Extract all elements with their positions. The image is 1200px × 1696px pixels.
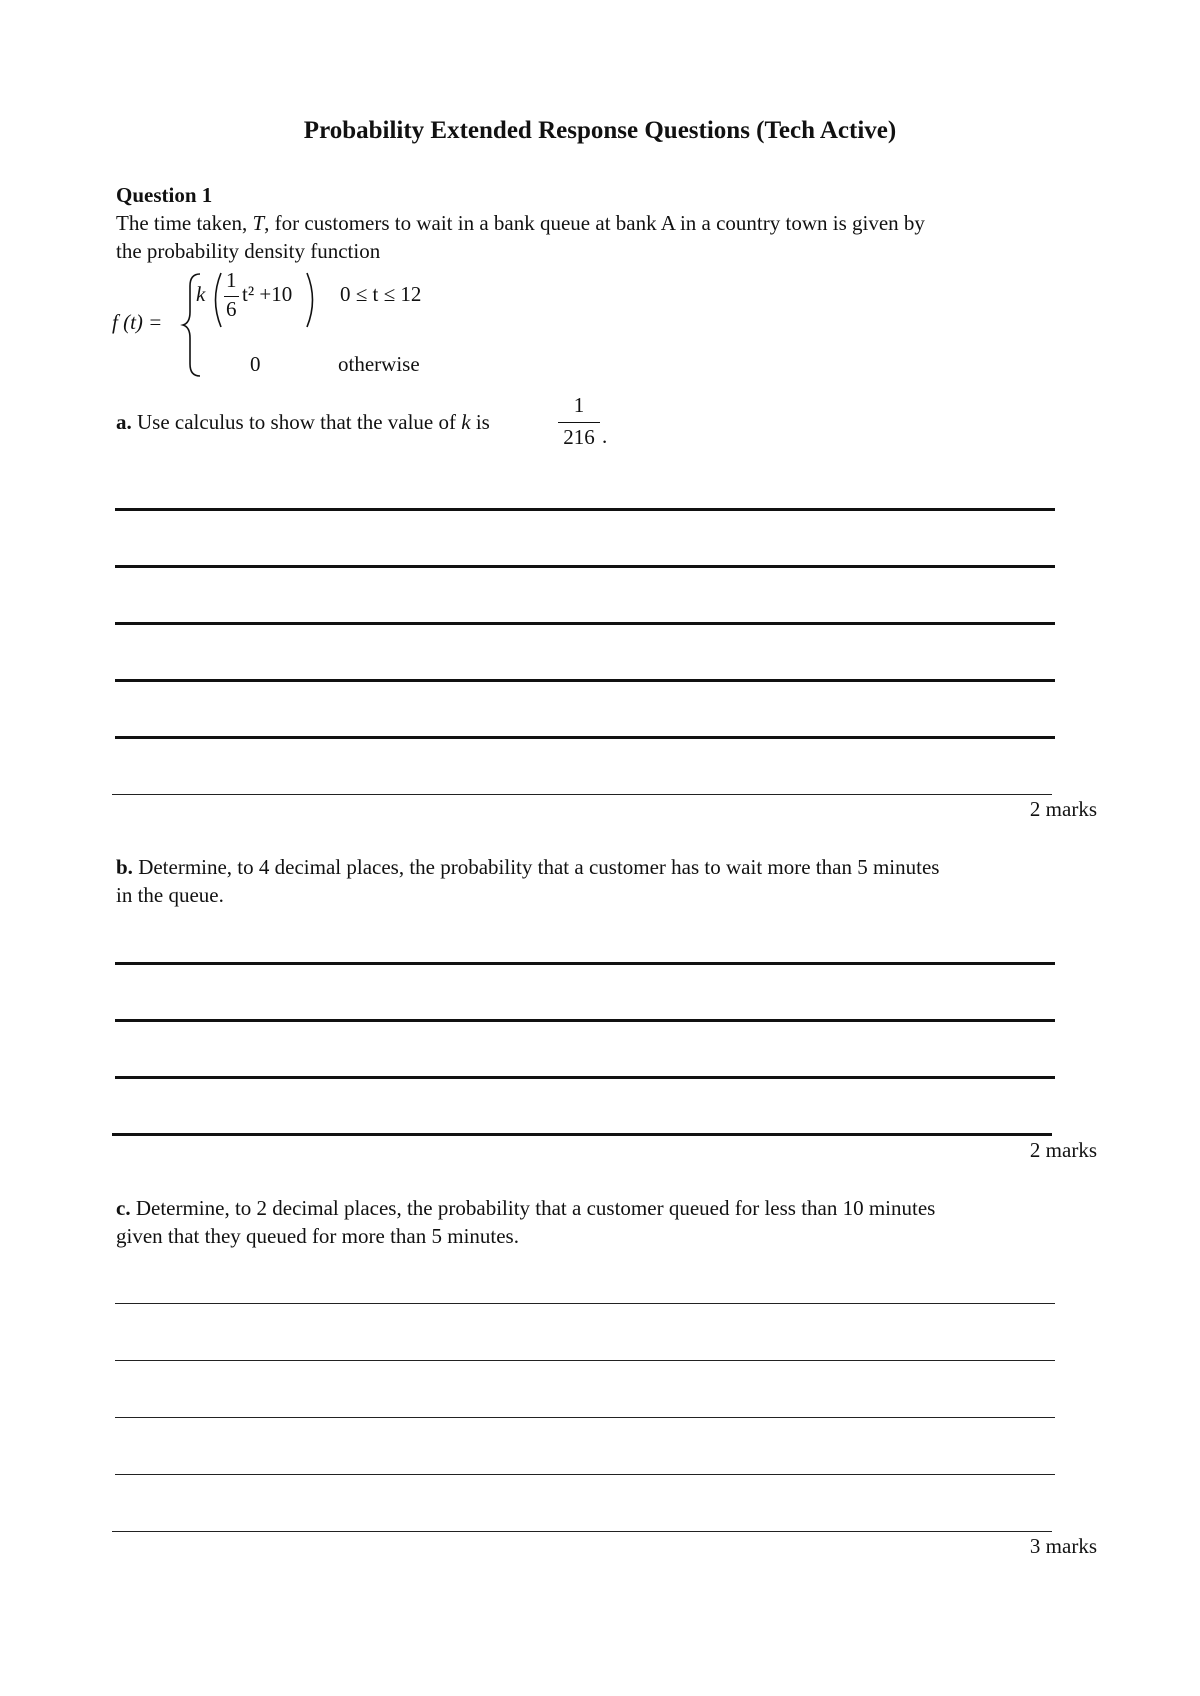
pdf-lhs: f (t) = — [112, 310, 163, 334]
part-b-text: Determine, to 4 decimal places, the probability that a customer has to wait more than 5 minutes — [132, 855, 940, 879]
part-a-frac-bar — [558, 422, 600, 423]
pdf-frac-numerator: 1 — [226, 268, 237, 292]
pdf-term: t² +10 — [242, 282, 293, 306]
part-a-marks: 2 marks — [1029, 797, 1097, 821]
question-intro-line2: the probability density function — [116, 239, 381, 263]
question-heading: Question 1 — [116, 183, 213, 207]
part-c-text: Determine, to 2 decimal places, the probability that a customer queued for less than 10 minutes — [130, 1196, 936, 1220]
part-a-frac-denominator: 216 — [563, 425, 595, 449]
part-b-marks: 2 marks — [1029, 1138, 1097, 1162]
answer-line[interactable] — [115, 679, 1055, 682]
part-a-fraction — [556, 393, 602, 453]
part-c-prompt-line1 — [116, 1194, 935, 1222]
pdf-condition: 0 ≤ t ≤ 12 — [340, 282, 422, 306]
pdf-frac-denominator: 6 — [226, 297, 237, 321]
answer-line[interactable] — [115, 1474, 1055, 1475]
part-a-period: . — [602, 424, 608, 448]
question-intro-line1 — [116, 209, 925, 237]
right-paren-icon — [304, 270, 320, 330]
answer-line[interactable] — [115, 1019, 1055, 1022]
intro-suffix: , for customers to wait in a bank queue at bank A in a country town is given by — [264, 211, 925, 235]
answer-line[interactable] — [115, 736, 1055, 739]
part-a-prompt — [116, 408, 490, 436]
answer-line[interactable] — [115, 1360, 1055, 1361]
answer-line[interactable] — [112, 1133, 1052, 1136]
intro-variable: T — [252, 211, 265, 235]
answer-line[interactable] — [115, 622, 1055, 625]
part-a-frac-numerator: 1 — [573, 393, 585, 417]
answer-line[interactable] — [115, 1303, 1055, 1304]
left-paren-icon — [208, 270, 224, 330]
answer-line[interactable] — [115, 1417, 1055, 1418]
pdf-otherwise: otherwise — [338, 352, 420, 376]
part-a-is: is — [470, 410, 490, 434]
part-c-marks: 3 marks — [1029, 1534, 1097, 1558]
part-b-prompt-line2: in the queue. — [116, 883, 224, 907]
pdf-zero: 0 — [250, 352, 261, 376]
part-a-text: Use calculus to show that the value of — [131, 410, 462, 434]
answer-line[interactable] — [115, 1076, 1055, 1079]
answer-line[interactable] — [115, 565, 1055, 568]
intro-prefix: The time taken, — [116, 211, 253, 235]
answer-line[interactable] — [115, 508, 1055, 511]
answer-line[interactable] — [112, 1531, 1052, 1532]
page-title: Probability Extended Response Questions (Tech Active) — [303, 117, 897, 144]
answer-line[interactable] — [112, 794, 1052, 795]
part-c-label: c. — [116, 1196, 131, 1220]
part-b-prompt-line1 — [116, 853, 939, 881]
pdf-k: k — [196, 282, 206, 306]
part-a-variable: k — [461, 410, 471, 434]
part-a-label: a. — [116, 410, 132, 434]
answer-line[interactable] — [115, 962, 1055, 965]
part-b-label: b. — [116, 855, 133, 879]
pdf-equation — [112, 270, 452, 380]
part-c-prompt-line2: given that they queued for more than 5 minutes. — [116, 1224, 519, 1248]
